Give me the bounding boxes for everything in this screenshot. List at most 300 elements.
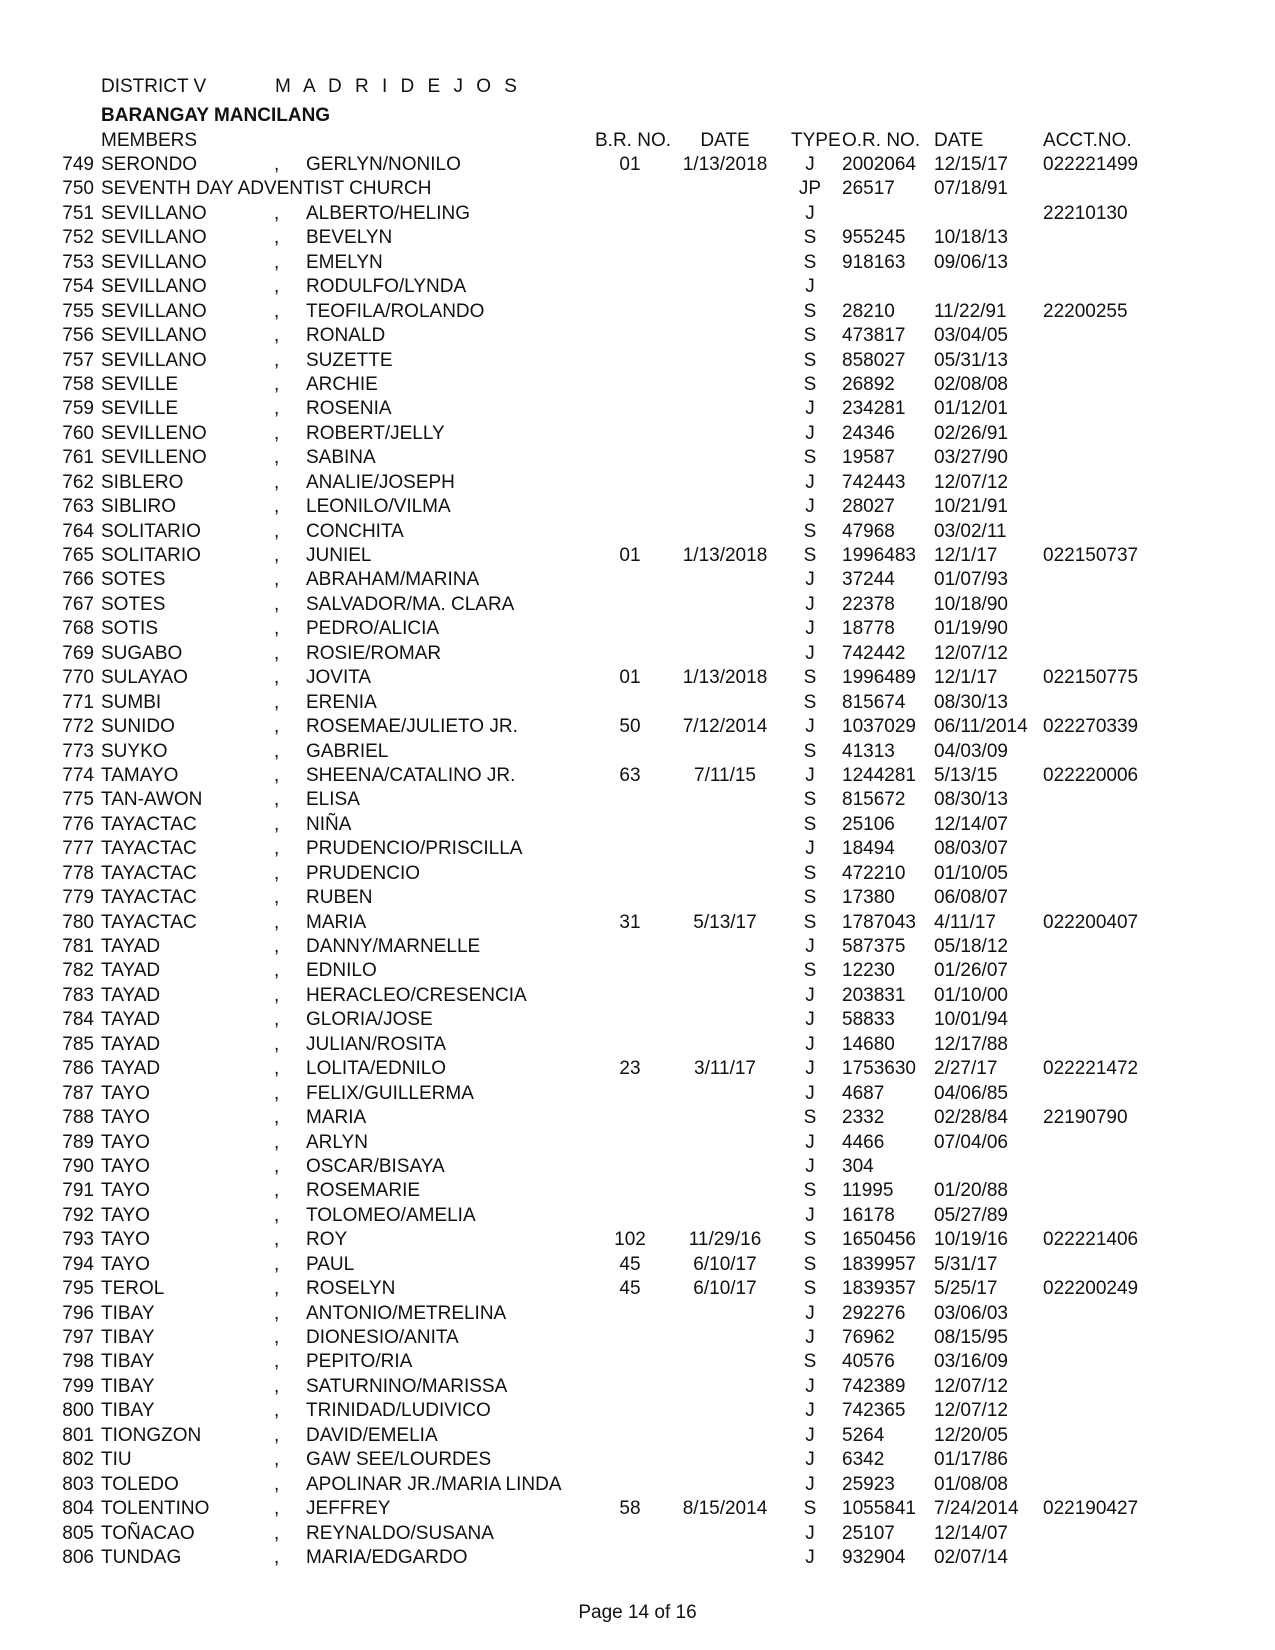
or-date: 08/30/13 <box>934 691 1008 713</box>
table-row <box>0 886 1275 910</box>
row-number: 799 <box>62 1375 94 1397</box>
or-no: 815672 <box>842 789 906 811</box>
br-date: 1/13/2018 <box>682 545 768 566</box>
or-date: 01/12/01 <box>934 398 1008 420</box>
acct-no: 022200407 <box>1043 911 1139 933</box>
first-names: DANNY/MARNELLE <box>306 936 481 957</box>
row-number: 798 <box>62 1351 94 1373</box>
or-date: 12/07/12 <box>934 471 1008 493</box>
last-name: TAYO <box>101 1180 150 1202</box>
first-names: PAUL <box>306 1253 355 1275</box>
or-date: 4/11/17 <box>934 911 996 933</box>
col-header-or-date: DATE <box>934 130 984 151</box>
row-number: 791 <box>62 1180 94 1202</box>
name-separator: , <box>274 1009 280 1031</box>
table-row <box>0 1106 1275 1130</box>
or-date: 5/25/17 <box>934 1278 998 1300</box>
table-row <box>0 1302 1275 1326</box>
row-number: 766 <box>62 569 94 591</box>
first-names: SABINA <box>306 447 376 469</box>
last-name: TIU <box>101 1449 132 1471</box>
membership-type: J <box>805 838 815 860</box>
br-no: 63 <box>619 764 641 786</box>
last-name: SERONDO <box>101 154 198 175</box>
membership-type: J <box>805 569 815 591</box>
or-date: 05/27/89 <box>934 1204 1008 1226</box>
br-no: 102 <box>614 1229 646 1251</box>
name-separator: , <box>274 1033 280 1055</box>
table-row <box>0 1326 1275 1350</box>
or-date: 03/06/03 <box>934 1302 1008 1324</box>
membership-type: J <box>805 1546 815 1568</box>
or-no: 203831 <box>842 984 906 1006</box>
name-separator: , <box>274 740 280 762</box>
name-separator: , <box>274 325 280 347</box>
name-separator: , <box>274 862 280 884</box>
last-name: TAYO <box>101 1131 150 1153</box>
membership-type: J <box>805 1302 815 1324</box>
or-date: 12/15/17 <box>934 154 1008 175</box>
or-no: 6342 <box>842 1449 885 1471</box>
or-no: 1650456 <box>842 1229 916 1251</box>
or-date: 07/18/91 <box>934 178 1008 200</box>
first-names: SALVADOR/MA. CLARA <box>306 593 515 615</box>
name-separator: , <box>274 202 280 224</box>
table-row <box>0 642 1275 666</box>
membership-type: S <box>803 227 817 249</box>
page-number: Page 14 of 16 <box>578 1602 697 1623</box>
or-date: 12/1/17 <box>934 667 998 689</box>
town-label: M A D R I D E J O S <box>275 76 521 97</box>
or-no: 742365 <box>842 1400 906 1422</box>
acct-no: 022220006 <box>1043 764 1139 786</box>
name-separator: , <box>274 545 280 566</box>
row-number: 801 <box>62 1424 94 1446</box>
first-names: ERENIA <box>306 691 377 713</box>
first-names: PRUDENCIO <box>306 862 421 884</box>
name-separator: , <box>274 1473 280 1495</box>
name-separator: , <box>274 887 280 909</box>
or-no: 742442 <box>842 642 906 664</box>
row-number: 762 <box>62 471 94 493</box>
membership-type: J <box>805 496 815 518</box>
or-date: 10/18/90 <box>934 593 1008 615</box>
row-number: 751 <box>62 202 94 224</box>
or-date: 02/07/14 <box>934 1546 1008 1568</box>
first-names: LEONILO/VILMA <box>306 496 451 518</box>
name-separator: , <box>274 1131 280 1153</box>
row-number: 784 <box>62 1009 94 1031</box>
first-names: EMELYN <box>306 251 383 273</box>
or-date: 08/15/95 <box>934 1327 1008 1348</box>
row-number: 765 <box>62 545 94 566</box>
last-name: TAYAD <box>101 984 161 1006</box>
or-date: 10/01/94 <box>934 1009 1008 1031</box>
membership-type: S <box>803 1351 817 1373</box>
table-row <box>0 1179 1275 1203</box>
or-no: 40576 <box>842 1351 895 1373</box>
last-name: TOLEDO <box>101 1473 179 1495</box>
row-number: 789 <box>62 1131 94 1153</box>
acct-no: 22190790 <box>1043 1107 1128 1129</box>
table-row <box>0 837 1275 861</box>
or-date: 04/06/85 <box>934 1082 1008 1104</box>
br-no: 01 <box>619 667 641 689</box>
last-name: SULAYAO <box>101 667 188 689</box>
membership-type: J <box>805 1058 815 1080</box>
row-number: 770 <box>62 667 94 689</box>
or-date: 12/07/12 <box>934 1375 1008 1397</box>
last-name: TIBAY <box>101 1327 155 1348</box>
or-no: 26892 <box>842 373 895 395</box>
membership-type: J <box>805 202 815 224</box>
row-number: 772 <box>62 716 94 738</box>
first-names: LOLITA/EDNILO <box>306 1058 447 1080</box>
table-row <box>0 788 1275 812</box>
or-date: 01/08/08 <box>934 1473 1008 1495</box>
row-number: 788 <box>62 1107 94 1129</box>
name-separator: , <box>274 789 280 811</box>
acct-no: 022270339 <box>1043 716 1139 738</box>
first-names: ROSIE/ROMAR <box>306 642 442 664</box>
or-no: 14680 <box>842 1033 895 1055</box>
or-date: 09/06/13 <box>934 251 1008 273</box>
acct-no: 022221406 <box>1043 1229 1139 1251</box>
membership-type: J <box>805 1473 815 1495</box>
membership-type: S <box>803 325 817 347</box>
name-separator: , <box>274 422 280 444</box>
membership-type: J <box>805 1009 815 1031</box>
name-separator: , <box>274 1522 280 1544</box>
membership-type: S <box>803 300 817 322</box>
first-names: RONALD <box>306 325 386 347</box>
or-no: 1244281 <box>842 764 916 786</box>
first-names: JULIAN/ROSITA <box>306 1033 447 1055</box>
row-number: 803 <box>62 1473 94 1495</box>
name-separator: , <box>274 691 280 713</box>
first-names: JOVITA <box>306 667 372 689</box>
or-date: 07/04/06 <box>934 1131 1008 1153</box>
or-date: 05/18/12 <box>934 936 1008 957</box>
membership-type: S <box>803 667 817 689</box>
first-names: RUBEN <box>306 887 373 909</box>
barangay-title: BARANGAY MANCILANG <box>101 105 331 126</box>
row-number: 771 <box>62 691 94 713</box>
or-date: 12/14/07 <box>934 813 1008 835</box>
last-name: TAMAYO <box>101 764 179 786</box>
table-row <box>0 300 1275 324</box>
name-separator: , <box>274 1449 280 1471</box>
name-separator: , <box>274 813 280 835</box>
first-names: ANALIE/JOSEPH <box>306 471 455 493</box>
row-number: 756 <box>62 325 94 347</box>
or-no: 28027 <box>842 496 895 518</box>
table-row <box>0 984 1275 1008</box>
row-number: 792 <box>62 1204 94 1226</box>
first-names: PEDRO/ALICIA <box>306 618 440 640</box>
or-no: 1787043 <box>842 911 916 933</box>
br-date: 3/11/17 <box>694 1058 756 1080</box>
or-no: 742443 <box>842 471 906 493</box>
first-names: ANTONIO/METRELINA <box>306 1302 507 1324</box>
last-name: TOLENTINO <box>101 1498 210 1520</box>
table-row <box>0 1155 1275 1179</box>
row-number: 781 <box>62 936 94 957</box>
or-date: 01/17/86 <box>934 1449 1008 1471</box>
membership-type: J <box>805 398 815 420</box>
col-header-members: MEMBERS <box>101 130 198 151</box>
or-no: 1055841 <box>842 1498 916 1520</box>
or-no: 17380 <box>842 887 895 909</box>
table-row <box>0 568 1275 592</box>
br-date: 6/10/17 <box>693 1278 757 1300</box>
membership-type: J <box>805 1375 815 1397</box>
membership-type: J <box>805 1522 815 1544</box>
first-names: HERACLEO/CRESENCIA <box>306 984 527 1006</box>
or-no: 26517 <box>842 178 895 200</box>
row-number: 795 <box>62 1278 94 1300</box>
membership-type: S <box>803 813 817 835</box>
row-number: 769 <box>62 642 94 664</box>
or-no: 4466 <box>842 1131 885 1153</box>
row-number: 782 <box>62 960 94 982</box>
row-number: 764 <box>62 520 94 542</box>
membership-type: J <box>805 1131 815 1153</box>
or-no: 955245 <box>842 227 906 249</box>
or-no: 76962 <box>842 1327 895 1348</box>
membership-type: J <box>805 1400 815 1422</box>
or-no: 742389 <box>842 1375 906 1397</box>
or-no: 304 <box>842 1155 874 1177</box>
membership-type: J <box>805 422 815 444</box>
row-number: 779 <box>62 887 94 909</box>
col-header-or-no: O.R. NO. <box>842 130 921 151</box>
br-no: 01 <box>619 154 641 175</box>
first-names: ELISA <box>306 789 360 811</box>
or-date: 01/20/88 <box>934 1180 1008 1202</box>
name-separator: , <box>274 520 280 542</box>
last-name: SEVILLANO <box>101 349 207 371</box>
br-date: 7/11/15 <box>694 764 756 786</box>
last-name: TUNDAG <box>101 1546 182 1568</box>
or-date: 10/18/13 <box>934 227 1008 249</box>
name-separator: , <box>274 471 280 493</box>
last-name: SEVENTH DAY ADVENTIST CHURCH <box>101 178 432 200</box>
table-row <box>0 813 1275 837</box>
or-date: 12/1/17 <box>934 545 998 566</box>
name-separator: , <box>274 593 280 615</box>
br-no: 50 <box>619 716 641 738</box>
name-separator: , <box>274 251 280 273</box>
or-date: 03/16/09 <box>934 1351 1008 1373</box>
first-names: JUNIEL <box>306 545 372 566</box>
membership-type: JP <box>798 178 822 200</box>
br-no: 45 <box>619 1278 641 1300</box>
name-separator: , <box>274 398 280 420</box>
table-row <box>0 959 1275 983</box>
row-number: 780 <box>62 911 94 933</box>
table-row <box>0 715 1275 739</box>
membership-type: J <box>805 936 815 957</box>
last-name: TAYACTAC <box>101 838 197 860</box>
first-names: ABRAHAM/MARINA <box>306 569 480 591</box>
membership-type: J <box>805 716 815 738</box>
first-names: GERLYN/NONILO <box>306 154 461 175</box>
members-list <box>0 153 1275 1570</box>
table-row <box>0 349 1275 373</box>
first-names: PRUDENCIO/PRISCILLA <box>306 838 523 860</box>
membership-type: S <box>803 1278 817 1300</box>
first-names: DIONESIO/ANITA <box>306 1327 459 1348</box>
row-number: 773 <box>62 740 94 762</box>
table-row <box>0 1473 1275 1497</box>
last-name: TAYAD <box>101 960 161 982</box>
name-separator: , <box>274 1400 280 1422</box>
name-separator: , <box>274 154 280 175</box>
or-date: 5/31/17 <box>934 1253 998 1275</box>
first-names: ALBERTO/HELING <box>306 202 471 224</box>
br-no: 58 <box>619 1498 641 1520</box>
or-date: 06/11/2014 <box>934 716 1028 738</box>
name-separator: , <box>274 1424 280 1446</box>
row-number: 759 <box>62 398 94 420</box>
or-no: 28210 <box>842 300 895 322</box>
last-name: SOLITARIO <box>101 520 201 542</box>
first-names: CONCHITA <box>306 520 404 542</box>
acct-no: 22200255 <box>1043 300 1128 322</box>
name-separator: , <box>274 716 280 738</box>
name-separator: , <box>274 838 280 860</box>
table-row <box>0 202 1275 226</box>
first-names: GABRIEL <box>306 740 389 762</box>
first-names: JEFFREY <box>306 1498 391 1520</box>
last-name: TAYACTAC <box>101 862 197 884</box>
row-number: 805 <box>62 1522 94 1544</box>
table-row <box>0 495 1275 519</box>
row-number: 804 <box>62 1498 94 1520</box>
name-separator: , <box>274 1498 280 1520</box>
or-date: 2/27/17 <box>934 1058 998 1080</box>
or-date: 02/26/91 <box>934 422 1008 444</box>
table-row <box>0 740 1275 764</box>
last-name: TAN-AWON <box>101 789 203 811</box>
first-names: PEPITO/RIA <box>306 1351 413 1373</box>
membership-type: S <box>803 1253 817 1275</box>
row-number: 763 <box>62 496 94 518</box>
table-row <box>0 617 1275 641</box>
table-row <box>0 471 1275 495</box>
name-separator: , <box>274 960 280 982</box>
or-no: 1996483 <box>842 545 916 566</box>
col-header-date: DATE <box>700 130 750 151</box>
last-name: SUNIDO <box>101 716 175 738</box>
first-names: SUZETTE <box>306 349 393 371</box>
or-no: 5264 <box>842 1424 885 1446</box>
or-no: 2002064 <box>842 154 916 175</box>
name-separator: , <box>274 373 280 395</box>
table-row <box>0 764 1275 788</box>
first-names: FELIX/GUILLERMA <box>306 1082 474 1104</box>
last-name: SUGABO <box>101 642 183 664</box>
name-separator: , <box>274 1180 280 1202</box>
table-row <box>0 1277 1275 1301</box>
or-no: 24346 <box>842 422 895 444</box>
membership-type: S <box>803 520 817 542</box>
row-number: 754 <box>62 276 94 298</box>
last-name: TAYO <box>101 1155 150 1177</box>
membership-type: J <box>805 642 815 664</box>
membership-type: S <box>803 1180 817 1202</box>
first-names: SATURNINO/MARISSA <box>306 1375 508 1397</box>
name-separator: , <box>274 984 280 1006</box>
last-name: TAYACTAC <box>101 813 197 835</box>
table-row <box>0 1082 1275 1106</box>
name-separator: , <box>274 618 280 640</box>
first-names: RODULFO/LYNDA <box>306 276 467 298</box>
row-number: 786 <box>62 1058 94 1080</box>
table-row <box>0 862 1275 886</box>
or-no: 1037029 <box>842 716 916 738</box>
or-no: 18778 <box>842 618 895 640</box>
district-label: DISTRICT V <box>101 76 207 97</box>
or-date: 06/08/07 <box>934 887 1008 909</box>
name-separator: , <box>274 276 280 298</box>
table-row <box>0 1008 1275 1032</box>
first-names: APOLINAR JR./MARIA LINDA <box>306 1473 562 1495</box>
or-date: 04/03/09 <box>934 740 1008 762</box>
name-separator: , <box>274 349 280 371</box>
last-name: TIBAY <box>101 1400 155 1422</box>
membership-type: S <box>803 1229 817 1251</box>
table-row <box>0 373 1275 397</box>
table-row <box>0 446 1275 470</box>
or-no: 473817 <box>842 325 906 347</box>
membership-type: S <box>803 447 817 469</box>
or-no: 25106 <box>842 813 895 835</box>
row-number: 806 <box>62 1546 94 1568</box>
last-name: SEVILLANO <box>101 202 207 224</box>
first-names: ARCHIE <box>306 373 378 395</box>
last-name: TAYAD <box>101 1009 161 1031</box>
row-number: 774 <box>62 764 94 786</box>
br-date: 6/10/17 <box>693 1253 757 1275</box>
or-date: 05/31/13 <box>934 349 1008 371</box>
table-row <box>0 1204 1275 1228</box>
name-separator: , <box>274 1302 280 1324</box>
last-name: SEVILLE <box>101 373 179 395</box>
table-row <box>0 1253 1275 1277</box>
name-separator: , <box>274 1229 280 1251</box>
last-name: SEVILLENO <box>101 422 207 444</box>
membership-type: J <box>805 154 815 175</box>
or-date: 03/02/11 <box>934 520 1007 542</box>
table-row <box>0 1424 1275 1448</box>
or-no: 37244 <box>842 569 895 591</box>
name-separator: , <box>274 300 280 322</box>
membership-type: S <box>803 911 817 933</box>
row-number: 750 <box>62 178 94 200</box>
or-date: 12/20/05 <box>934 1424 1008 1446</box>
table-row <box>0 1350 1275 1374</box>
or-date: 03/04/05 <box>934 325 1008 347</box>
acct-no: 022150775 <box>1043 667 1139 689</box>
br-no: 31 <box>619 911 641 933</box>
membership-type: S <box>803 251 817 273</box>
first-names: ARLYN <box>306 1131 368 1153</box>
or-no: 815674 <box>842 691 906 713</box>
last-name: TAYO <box>101 1107 150 1129</box>
table-row <box>0 226 1275 250</box>
